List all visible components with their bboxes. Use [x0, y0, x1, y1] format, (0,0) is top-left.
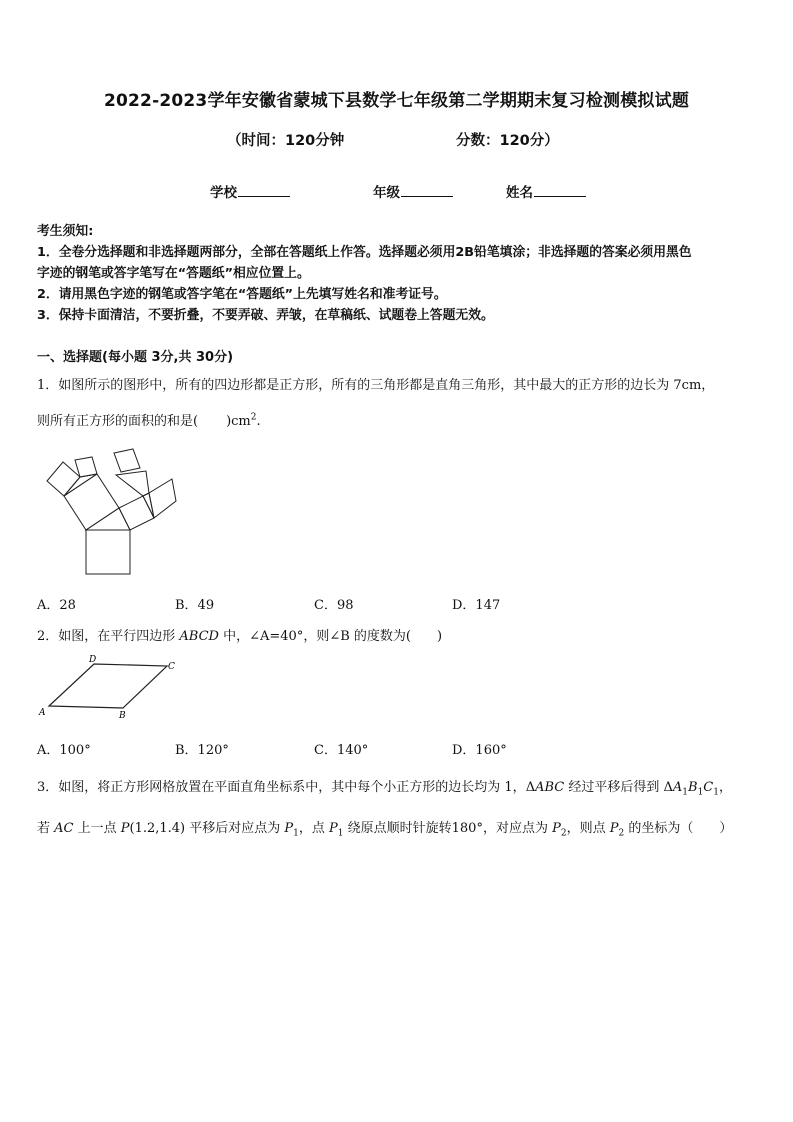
q2-label-d: D — [89, 655, 97, 665]
q1-left-left-square — [47, 462, 80, 496]
q1-right-top-square-a — [116, 471, 149, 496]
q3-b1-sub: 1 — [697, 787, 704, 798]
q1-left-square — [64, 474, 119, 530]
q1-option-d[interactable]: D．147 — [452, 598, 501, 613]
q1-option-c[interactable]: C．98 — [314, 598, 354, 613]
q3-ac: AC — [54, 821, 74, 836]
q3-p: P — [120, 821, 130, 836]
q3-abc: ABC — [535, 780, 565, 795]
q3-pcoord: (1.2,1.4) — [129, 821, 186, 836]
q3-b1: B — [688, 780, 698, 795]
q1-right-top-square-b — [149, 479, 176, 518]
q3-p2-sub: 2 — [560, 828, 567, 839]
q3-p2-b: P — [609, 821, 619, 836]
notice-line-2: 2．请用黑色字迹的钢笔或答字笔在“答题纸”上先填写姓名和准考证号。 — [37, 287, 447, 302]
q1-pythagoras-tree-figure — [34, 446, 184, 578]
school-field — [210, 181, 290, 201]
q2-text-pre: 2．如图，在平行四边形 — [37, 629, 180, 644]
notice-line-1a: 1．全卷分选择题和非选择题两部分，全部在答题纸上作答。选择题必须用2B铅笔填涂；非选择题的答案必须用黑色 — [37, 245, 692, 260]
q1-line-1: 1．如图所示的图形中，所有的四边形都是正方形，所有的三角形都是直角三角形，其中最大的正方形的边长为 7cm， — [37, 378, 715, 393]
q2-option-b[interactable]: B．120° — [175, 743, 229, 758]
q1-sup: 2 — [250, 412, 257, 423]
q3-text-2g: ，则点 — [566, 821, 610, 836]
q3-p1-b-sub: 1 — [337, 828, 344, 839]
q1-option-b[interactable]: B．49 — [175, 598, 215, 613]
q1-left-top-square — [75, 457, 97, 477]
exam-title: 2022-2023学年安徽省蒙城下县数学七年级第二学期期末复习检测模拟试题 — [103, 91, 690, 111]
q2-label-a: A — [39, 708, 46, 718]
q3-text-2e: 绕原点顺时针旋转 — [343, 821, 452, 836]
q3-a1: A — [672, 780, 683, 795]
q1-right-square — [119, 496, 154, 530]
grade-blank[interactable] — [401, 183, 453, 197]
q3-text-2b: 上一点 — [73, 821, 121, 836]
q3-text-2h: 的坐标为（ ） — [624, 821, 733, 836]
q2-option-d[interactable]: D．160° — [452, 743, 507, 758]
q2-label-c: C — [168, 662, 175, 672]
name-field — [506, 181, 586, 201]
q3-c1: C — [703, 780, 714, 795]
q1-text-a: 则所有正方形的面积的和是( — [37, 414, 199, 429]
q2-label-b: B — [119, 711, 126, 721]
q3-text-2a: 若 — [37, 821, 55, 836]
grade-field — [373, 181, 453, 201]
q1-largest-square — [86, 530, 130, 574]
q3-p1-sub: 1 — [293, 828, 299, 839]
q3-p2: P — [552, 821, 561, 836]
q2-abcd: ABCD — [179, 629, 219, 644]
q2-option-a[interactable]: A．100° — [37, 743, 91, 758]
q2-parallelogram — [49, 664, 167, 708]
q2-text-post: 中，∠A=40°，则∠B 的度数为( — [218, 629, 411, 644]
q2-option-c[interactable]: C．140° — [314, 743, 369, 758]
q2-close: ) — [436, 629, 443, 644]
q3-p2-b-sub: 2 — [618, 828, 625, 839]
q3-line-2 — [37, 817, 759, 839]
q3-text-1b: 经过平移后得到 — [564, 780, 664, 795]
grade-label: 年级 — [373, 185, 400, 201]
q1-triangle — [86, 508, 130, 530]
q2-parallelogram-figure — [34, 652, 184, 724]
q3-text-2f: ，对应点为 — [482, 821, 553, 836]
notice-line-1b: 字迹的钢笔或答字笔写在“答题纸”相应位置上。 — [37, 266, 310, 281]
q3-deg: 180° — [451, 821, 483, 836]
q1-right-triangle — [143, 493, 154, 518]
school-label: 学校 — [210, 185, 237, 201]
q1-option-a[interactable]: A．28 — [37, 598, 76, 613]
q3-comma: ， — [718, 780, 732, 795]
q3-text-1a: 3．如图，将正方形网格放置在平面直角坐标系中，其中每个小正方形的边长均为 1， — [37, 780, 526, 795]
q1-text-c: . — [256, 414, 261, 429]
q3-a1-sub: 1 — [682, 787, 688, 798]
name-label: 姓名 — [506, 185, 533, 201]
notice-line-3: 3．保持卡面清洁，不要折叠，不要弄破、弄皱，在草稿纸、试题卷上答题无效。 — [37, 308, 494, 323]
exam-time: （时间：120分钟 — [227, 133, 345, 149]
q3-line-1 — [37, 776, 759, 798]
exam-score: 分数：120分） — [456, 133, 559, 149]
q3-p1: P — [284, 821, 294, 836]
notice-heading: 考生须知: — [37, 224, 94, 239]
q3-p1-b: P — [329, 821, 338, 836]
q1-text-b: )cm — [226, 414, 251, 429]
q2-line — [37, 625, 759, 644]
section-heading: 一、选择题(每小题 3分,共 30分) — [37, 350, 234, 365]
q1-line-2 — [37, 410, 759, 429]
q3-c1-sub: 1 — [713, 787, 719, 798]
q3-text-2c: 平移后对应点为 — [185, 821, 285, 836]
q3-delta-2: Δ — [663, 780, 673, 795]
name-blank[interactable] — [534, 183, 586, 197]
school-blank[interactable] — [238, 183, 290, 197]
q3-delta: Δ — [525, 780, 536, 795]
q3-text-2d: ，点 — [298, 821, 330, 836]
q1-small-square — [114, 449, 140, 472]
